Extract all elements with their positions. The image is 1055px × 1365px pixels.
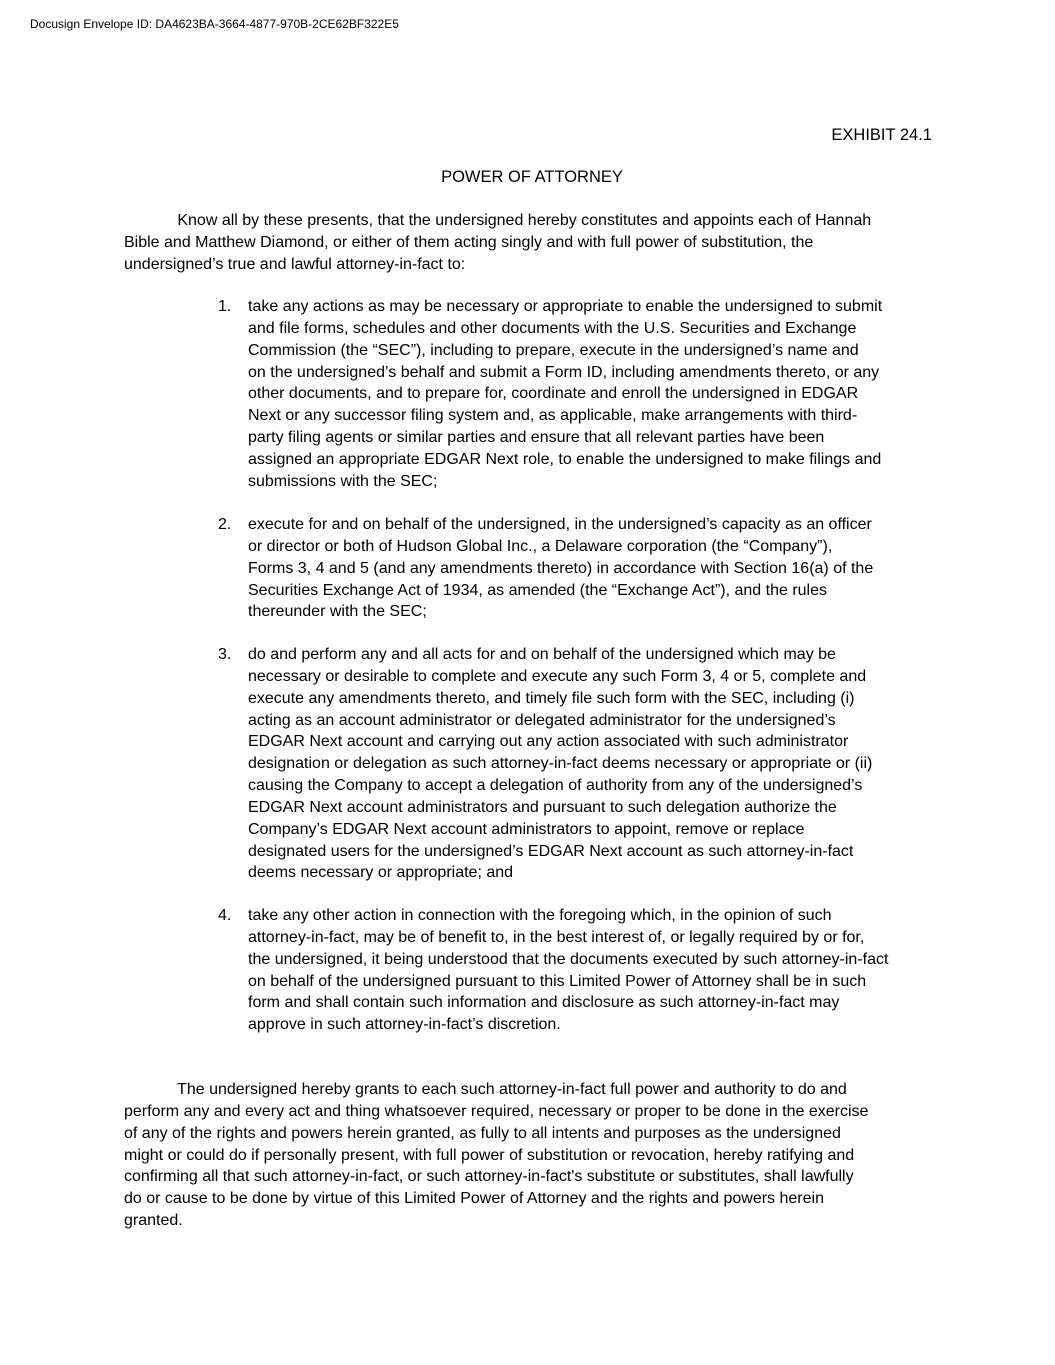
text-line: EDGAR Next account and carrying out any action associated with such administrator [248,733,849,751]
text-line: Commission (the “SEC”), including to prepare, execute in the undersigned’s name and [248,341,859,359]
text-line: Bible and Matthew Diamond, or either of them acting singly and with full power of substitution, the [124,233,814,251]
text-line: take any actions as may be necessary or appropriate to enable the undersigned to submit [248,298,883,315]
text-line: undersigned’s true and lawful attorney-in-fact to: [124,255,466,273]
list-item-number: 2. [218,516,232,533]
text-line: might or could do if personally present, with full power of substitution or revocation, hereby ratifying and [124,1146,855,1164]
text-line: form and shall contain such information and disclosure as such attorney-in-fact may [248,994,840,1012]
list-item [248,296,882,493]
text-line: Know all by these presents, that the undersigned hereby constitutes and appoints each of Hannah [124,212,872,229]
text-line: or director or both of Hudson Global Inc., a Delaware corporation (the “Company”), [248,537,833,555]
text-line: take any other action in connection with the foregoing which, in the opinion of such [248,907,832,924]
text-line: Company’s EDGAR Next account administrators to appoint, remove or replace [248,820,805,838]
text-line: and file forms, schedules and other documents with the U.S. Securities and Exchange [248,319,857,337]
text-line: perform any and every act and thing whatsoever required, necessary or proper to be done in the exercise [124,1102,869,1120]
text-line: EDGAR Next account administrators and pursuant to such delegation authorize the [248,798,837,816]
document-title: POWER OF ATTORNEY [441,168,623,186]
text-line: necessary or desirable to complete and execute any such Form 3, 4 or 5, complete and [248,667,867,685]
text-line: on behalf of the undersigned pursuant to this Limited Power of Attorney shall be in such [248,972,867,990]
list-item [248,514,873,623]
text-line: designated users for the undersigned’s EDGAR Next account as such attorney-in-fact [248,842,854,860]
text-line: Next or any successor filing system and, as applicable, make arrangements with third- [248,407,858,425]
intro-paragraph [124,210,871,276]
text-line: do and perform any and all acts for and on behalf of the undersigned which may be [248,646,836,663]
text-line: the undersigned, it being understood that the documents executed by such attorney-in-fact [248,950,889,968]
text-line: designation or delegation as such attorney-in-fact deems necessary or appropriate or (ii) [248,755,873,773]
text-line: execute for and on behalf of the undersigned, in the undersigned’s capacity as an officer [248,516,872,533]
text-line: Securities Exchange Act of 1934, as amended (the “Exchange Act”), and the rules [248,581,828,599]
text-line: thereunder with the SEC; [248,603,427,621]
text-line: granted. [124,1212,183,1230]
text-line: execute any amendments thereto, and timely file such form with the SEC, including (i) [248,689,855,707]
text-line: do or cause to be done by virtue of this Limited Power of Attorney and the rights and powers herein [124,1190,824,1208]
text-line: other documents, and to prepare for, coordinate and enroll the undersigned in EDGAR [248,385,859,403]
list-item-number: 3. [218,646,232,663]
text-line: approve in such attorney-in-fact’s discretion. [248,1016,561,1034]
text-line: submissions with the SEC; [248,472,438,490]
text-line: party filing agents or similar parties and ensure that all relevant parties have been [248,429,825,447]
exhibit-label: EXHIBIT 24.1 [831,126,932,144]
closing-paragraph [124,1079,868,1232]
list-item [248,644,872,884]
text-line: acting as an account administrator or delegated administrator for the undersigned’s [248,711,836,729]
text-line: The undersigned hereby grants to each such attorney-in-fact full power and authority to do and [124,1081,847,1098]
list-item [248,905,888,1036]
list-item-number: 1. [218,298,232,315]
text-line: confirming all that such attorney-in-fact, or such attorney-in-fact's substitute or substitutes, shall lawfully [124,1168,854,1186]
text-line: assigned an appropriate EDGAR Next role, to enable the undersigned to make filings and [248,450,882,468]
text-line: deems necessary or appropriate; and [248,864,514,882]
text-line: of any of the rights and powers herein granted, as fully to all intents and purposes as the undersigned [124,1124,841,1142]
text-line: causing the Company to accept a delegation of authority from any of the undersigned’s [248,777,863,795]
list-item-number: 4. [218,907,232,924]
envelope-id: Docusign Envelope ID: DA4623BA-3664-4877-970B-2CE62BF322E5 [30,17,399,31]
text-line: on the undersigned’s behalf and submit a Form ID, including amendments thereto, or any [248,363,880,381]
text-line: Forms 3, 4 and 5 (and any amendments thereto) in accordance with Section 16(a) of the [248,559,874,577]
text-line: attorney-in-fact, may be of benefit to, in the best interest of, or legally required by or for, [248,928,865,946]
